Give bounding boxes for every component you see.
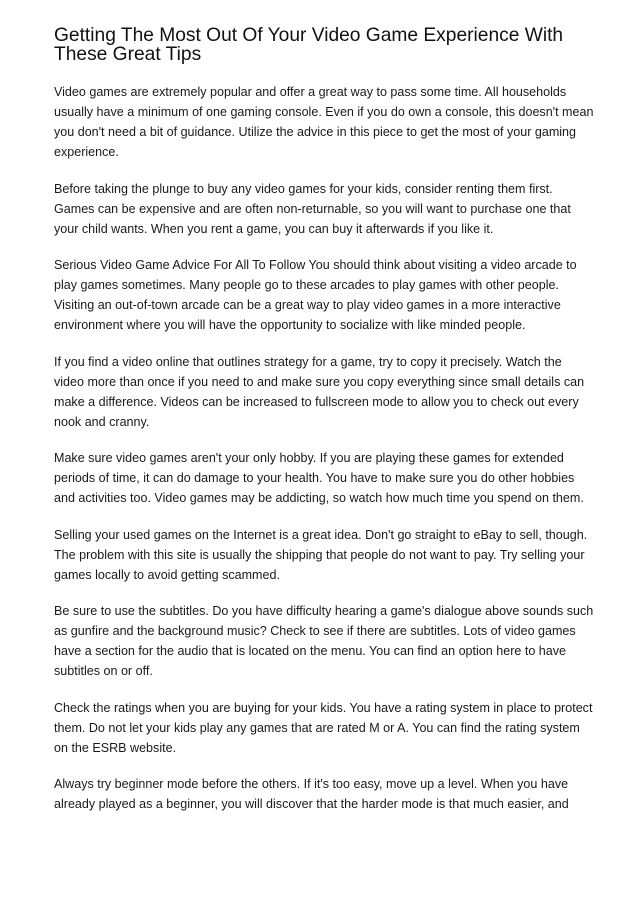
paragraph: Serious Video Game Advice For All To Follow You should think about visiting a video arcade to play games sometimes. Many people go to these arcades to play games with other people. Visiting an out-of-town arcade can be a great way to play video games in a more interactive environment where you will have the opportunity to socialize with like minded people.	[54, 258, 577, 332]
paragraph: Video games are extremely popular and offer a great way to pass some time. All households usually have a minimum of one gaming console. Even if you do own a console, this doesn't mean you don't need a bit of guidance. Utilize the advice in this piece to get the most of your gaming experience.	[54, 85, 594, 159]
paragraph: Make sure video games aren't your only hobby. If you are playing these games for extended periods of time, it can do damage to your health. You have to make sure you do other hobbies and activities too. Video games may be addicting, so watch how much time you spend on them.	[54, 451, 584, 505]
paragraph: Always try beginner mode before the others. If it's too easy, move up a level. When you have already played as a beginner, you will discover that the harder mode is that much easier, and	[54, 777, 569, 811]
document-title: Getting The Most Out Of Your Video Game Experience With These Great Tips	[54, 25, 564, 65]
document-body	[54, 26, 594, 831]
paragraph: Check the ratings when you are buying for your kids. You have a rating system in place to protect them. Do not let your kids play any games that are rated M or A. You can find the rating system on the ESRB website.	[54, 700, 593, 755]
paragraph: If you find a video online that outlines strategy for a game, try to copy it precisely. Watch the video more than once if you need to and make sure you copy everything since small details can make a difference. Videos can be increased to fullscreen mode to allow you to check out every nook and cranny.	[54, 354, 585, 429]
paragraph: Be sure to use the subtitles. Do you have difficulty hearing a game's dialogue above sounds such as gunfire and the background music? Check to see if there are subtitles. Lots of video games have a section for the audio that is located on the menu. You can find an option here to have subtitles on or off.	[54, 604, 594, 678]
paragraph: Selling your used games on the Internet is a great idea. Don't go straight to eBay to sell, though. The problem with this site is usually the shipping that people do not want to pay. Try selling your games locally to avoid getting scammed.	[54, 527, 588, 582]
paragraph: Before taking the plunge to buy any video games for your kids, consider renting them first. Games can be expensive and are often non-returnable, so you will want to purchase one that your child wants. When you rent a game, you can buy it afterwards if you like it.	[54, 181, 571, 236]
